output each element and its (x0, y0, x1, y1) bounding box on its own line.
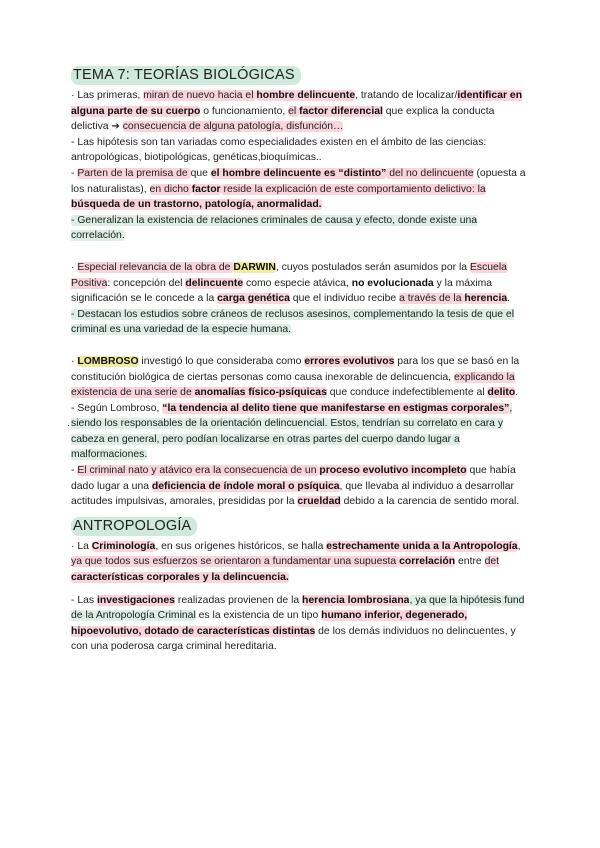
highlight: en dicho (149, 183, 192, 195)
text: , en sus orígenes históricos, se halla (155, 540, 327, 552)
paragraph-premisa (71, 166, 533, 213)
bold-term: errores evolutivos (304, 355, 395, 367)
bold-term: proceso evolutivo incompleto (319, 465, 467, 477)
bold-term: deficiencia de índole moral o psíquica (151, 480, 340, 492)
paragraph-generalizan (71, 213, 533, 244)
bold-term: delincuente (185, 277, 244, 289)
paragraph-craneos (71, 307, 533, 338)
highlight: - Destacan los estudios sobre cráneos de reclusos asesinos, complementando la tesis de que el criminal es una variedad de la especie humana. (71, 308, 515, 336)
stray-dot-mark: · (67, 420, 71, 431)
bold-term: características corporales y la delincuencia. (71, 572, 289, 584)
highlight: a través de la (399, 293, 465, 305)
highlight: miran de nuevo hacia el (143, 90, 257, 101)
text: y la máxima significación se le concede a la (71, 277, 493, 305)
bold-term: DARWIN (233, 261, 276, 273)
highlight: el (288, 105, 300, 117)
text: , cuyos postulados serán asumidos por la (275, 261, 470, 273)
text: , (517, 540, 521, 552)
highlight: , ya que la hipótesis fund de la Antropología Criminal (71, 594, 525, 622)
bold-term: “la tendencia al delito tiene que manifestarse en estigmas corporales” (162, 402, 510, 414)
bold-term: correlación (399, 556, 456, 568)
text: · Las primeras, (71, 90, 144, 101)
section-title-teorias: TEMA 7: TEORÍAS BIOLÓGICAS (71, 66, 301, 85)
text: · (71, 261, 78, 273)
text: - Las (71, 594, 97, 606)
bold-term: investigaciones (97, 594, 175, 606)
bold-term: hombre delincuente (256, 90, 356, 101)
bold-term: humano inferior, degenerado, hipoevolutivo, dotado de características distintas (71, 610, 468, 637)
bold-term: búsqueda de un trastorno, patología, anormalidad. (71, 199, 322, 211)
bold-term: Criminología (91, 540, 156, 552)
paragraph-criminal-nato (71, 463, 533, 510)
text: investigó lo que consideraba como (138, 355, 305, 367)
text: que el individuo recibe (289, 293, 400, 305)
text: debido a la carencia de sentido moral. (340, 496, 520, 508)
paragraph-primeras (71, 88, 533, 135)
paragraph-criminologia (71, 539, 533, 586)
bold-term: delito (487, 387, 516, 399)
bold-term: LOMBROSO (77, 355, 139, 367)
text: que explica la conducta delictiva (71, 105, 495, 133)
text: entre (455, 556, 485, 568)
text: · La (71, 540, 92, 552)
paragraph-segun-lombroso (71, 401, 533, 463)
bold-term: herencia lombrosiana (302, 594, 410, 606)
highlight: Especial relevancia de la obra de (77, 261, 234, 273)
text: que había dado lugar a una (71, 465, 516, 492)
text: , tratando de localizar/ (355, 90, 458, 101)
bold-term: no evolucionada (351, 277, 434, 289)
paragraph-hipotesis: - Las hipótesis son tan variadas como especialidades existen en el ámbito de las ciencias: antropológicas, biotipológicas, genéticas,bioquímicas.. (71, 136, 487, 164)
highlight: det (484, 556, 500, 568)
section-title-antropologia: ANTROPOLOGÍA (71, 517, 197, 536)
arrow-right-icon: ➔ (111, 121, 120, 133)
text: : concepción del (107, 277, 186, 289)
highlight: El criminal nato y atávico era la consecuencia de un (77, 465, 320, 477)
text: es la existencia de un tipo (195, 610, 322, 622)
highlight: Escuela Positiva (71, 261, 507, 289)
document-page (71, 66, 533, 655)
text: · (71, 355, 78, 367)
text: - (71, 465, 78, 477)
bold-term: herencia (464, 293, 508, 305)
text: . (507, 293, 511, 305)
highlight: del no delincuente (386, 167, 474, 179)
text: como especie atávica, (243, 277, 352, 289)
text: que (190, 167, 211, 179)
text: (opuesta a los naturalistas), (71, 167, 526, 195)
highlight: reside la explicación de este comportamiento delictivo: la (220, 183, 486, 195)
bold-term: el hombre delincuente es “distinto” (210, 167, 387, 179)
text: - (71, 167, 78, 179)
text: que conduce indefectiblemente al (326, 387, 488, 399)
bold-term: factor (191, 183, 221, 195)
bold-term: estrechamente unida a la Antropología (326, 540, 518, 552)
paragraph-darwin (71, 260, 533, 307)
bold-term: factor diferencial (299, 105, 383, 117)
bold-term: anomalías físico-psíquicas (194, 387, 327, 399)
text: de los demás individuos no delincuentes, y con una poderosa carga criminal hereditaria. (71, 625, 516, 653)
bold-term: identificar en alguna parte de su cuerpo (71, 90, 523, 117)
text: - Según Lombroso, (71, 402, 163, 414)
highlight: consecuencia de alguna patología, disfunción… (122, 121, 344, 133)
highlight: , siendo los responsables de la orientación delincuencial. Estos, tendrían su correlato en cara y cabeza en general, pero podían localizarse en otras partes del cuerpo dando lugar a malformaciones. (71, 402, 513, 461)
highlight: - Generalizan la existencia de relaciones criminales de causa y efecto, donde existe una correlación. (71, 214, 478, 242)
paragraph-lombroso (71, 354, 533, 401)
paragraph-investigaciones (71, 593, 533, 655)
bold-term: crueldad (297, 496, 341, 508)
text: para los que se basó en la constitución biológica de ciertas personas como causa inexorable de delincuencia, (71, 355, 520, 383)
highlight: Parten de la premisa de (77, 167, 191, 179)
highlight: ya que todos sus esfuerzos se orientaron a fundamentar una supuesta (71, 556, 400, 568)
highlight: explicando la existencia de una serie de (71, 371, 515, 399)
text: , que llevaba al individuo a desarrollar actitudes impulsivas, amorales, presididas por la (71, 480, 514, 508)
text: realizadas provienen de la (174, 594, 303, 606)
text: . (515, 387, 519, 399)
bold-term: carga genética (217, 293, 290, 305)
text: o funcionamiento, (200, 105, 289, 117)
